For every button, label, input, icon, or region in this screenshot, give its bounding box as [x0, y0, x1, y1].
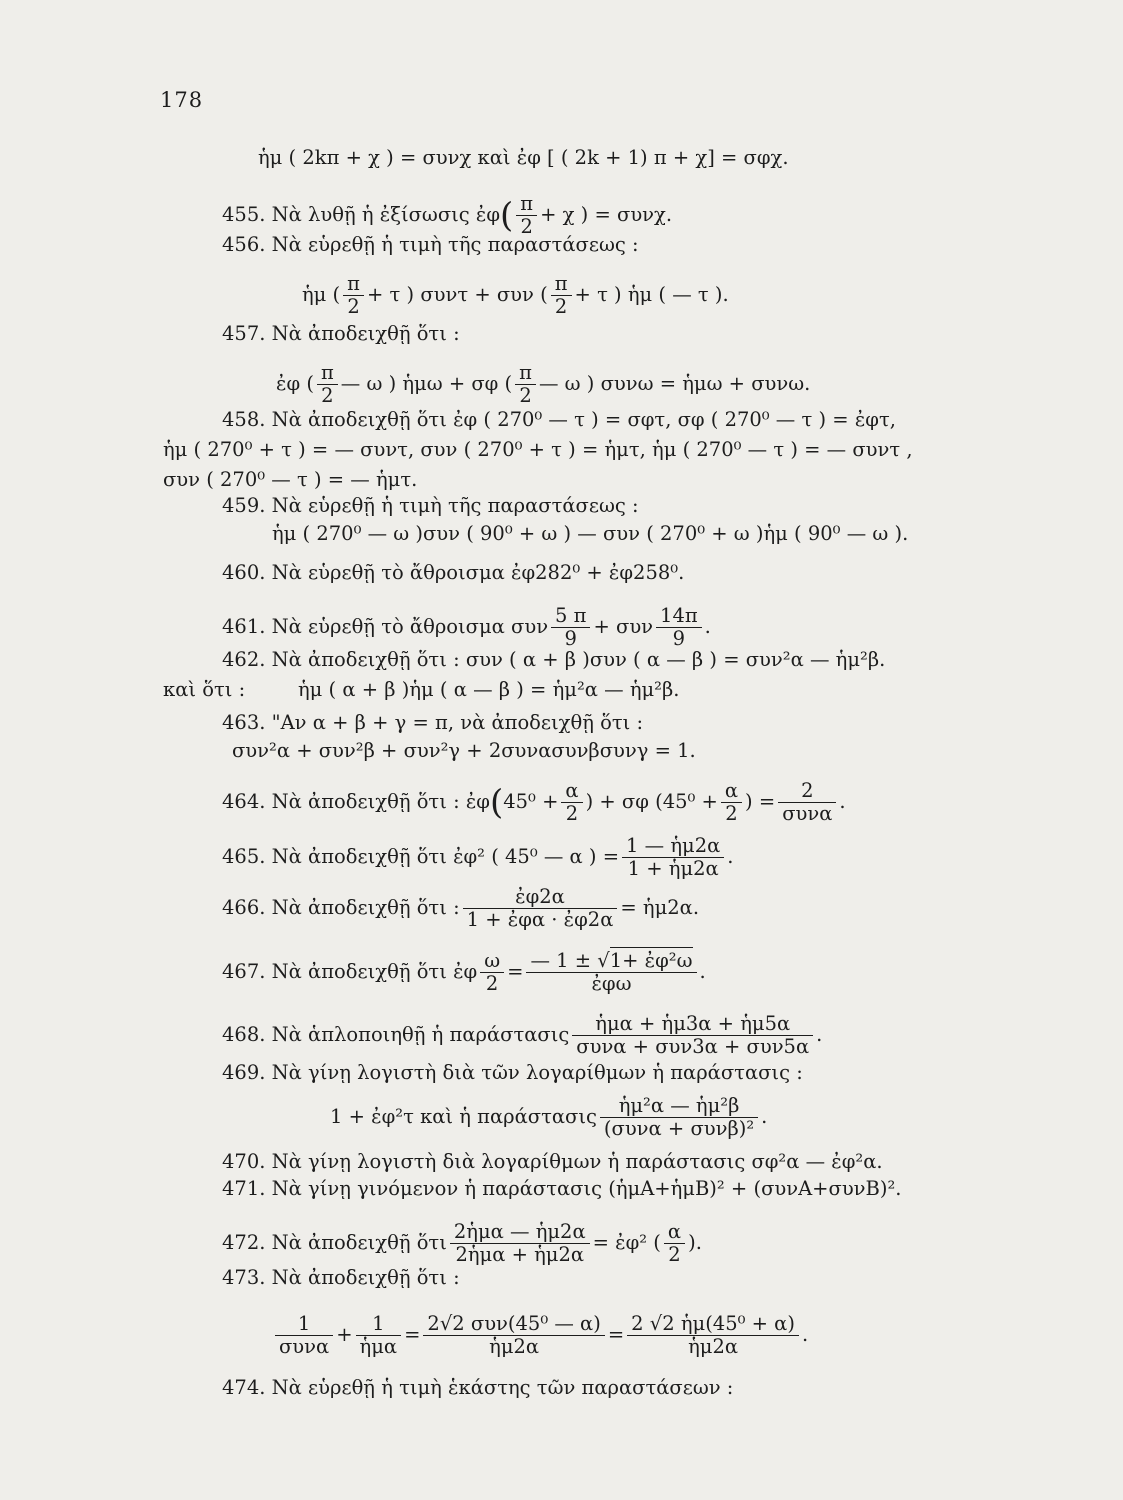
equation-469 [330, 1095, 767, 1140]
exercise-464: 464. Νὰ ἀποδειχθῇ ὅτι : ἐφ(45⁰ + $\frac{\alpha}{2}$ ) + σφ (45⁰ + $\frac{\alpha}{2}$ ) = $\frac{2}{\text{συνα}}$ . [222, 779, 846, 825]
denominator: 2 [668, 1243, 681, 1266]
text-line: καὶ ὅτι : [163, 678, 246, 701]
denominator: 2 [519, 384, 532, 407]
denominator: ἡμ2α [688, 1335, 739, 1358]
radicand: 1+ ἐφ²ω [609, 949, 693, 972]
math-part: . [839, 790, 846, 813]
exercise-468 [222, 1013, 822, 1058]
exercise-text: 467. Νὰ ἀποδειχθῇ ὅτι ἐφ [222, 960, 478, 983]
sqrt-sign: √ [597, 949, 610, 972]
denominator: 2 [565, 802, 579, 825]
denominator: (συνα + συνβ)² [603, 1117, 755, 1140]
exercise-467 [222, 950, 706, 995]
fraction [627, 1313, 799, 1358]
math-part: ) + σφ (45⁰ + [585, 790, 718, 813]
fraction [317, 362, 338, 407]
exercise-text: 466. Νὰ ἀποδειχθῇ ὅτι : [222, 896, 460, 919]
denominator: συνα [279, 1335, 330, 1358]
text-line: ἡμ ( 270⁰ + τ ) = — συντ, συν ( 270⁰ + τ ) = ἡμτ, ἡμ ( 270⁰ — τ ) = — συντ , [163, 438, 913, 461]
math-part: ἐφ ( [276, 372, 314, 395]
fraction [664, 1221, 685, 1266]
fraction [551, 273, 572, 318]
denominator: 2 [725, 802, 738, 825]
math-part: . [816, 1023, 823, 1046]
denominator: 1 + ἐφα · ἐφ2α [466, 908, 614, 931]
exercise-text: 468. Νὰ ἁπλοποιηθῇ ἡ παράστασις [222, 1023, 570, 1046]
sqrt-sign: √ [649, 1312, 663, 1335]
text-line: ἡμ ( 2kπ + χ ) = συνχ καὶ ἐφ [ ( 2k + 1) π + χ] = σφχ. [258, 146, 789, 169]
exercise-466 [222, 886, 699, 931]
numerator: ω [480, 950, 504, 973]
math-part: — 1 ± [530, 949, 592, 972]
denominator: 2 [321, 384, 334, 407]
fraction [721, 780, 742, 825]
exercise-text: 465. Νὰ ἀποδειχθῇ ὅτι ἐφ² ( 45⁰ — α ) = [222, 845, 620, 868]
fraction [572, 1013, 813, 1058]
math-part: 2 [631, 1312, 644, 1335]
fraction [450, 1221, 590, 1266]
math-part: = ἡμ2α. [620, 896, 700, 919]
math-part: = ἐφ² ( [592, 1231, 661, 1254]
fraction [516, 193, 537, 238]
math-part: = [507, 960, 524, 983]
math-part: 2 ἡμ(45⁰ + α) [662, 1312, 795, 1335]
math-part: ἡμ ( [302, 283, 341, 306]
fraction [343, 273, 364, 318]
page-number: 178 [160, 88, 204, 112]
numerator [423, 1313, 604, 1336]
math-part: . [704, 615, 711, 638]
exercise-465 [222, 835, 733, 880]
math-part: + τ ) συντ + συν ( [367, 283, 548, 306]
numerator [627, 1313, 799, 1336]
denominator: 2 [520, 215, 533, 238]
denominator: συνα [782, 802, 833, 825]
exercise-463: 463. "Αν α + β + γ = π, νὰ ἀποδειχθῇ ὅτι : [222, 711, 644, 734]
denominator: ἡμ2α [489, 1335, 540, 1358]
fraction [423, 1313, 604, 1358]
numerator: 5 π [551, 605, 590, 628]
fraction [515, 362, 536, 407]
math-part: ). [688, 1231, 702, 1254]
fraction [480, 950, 504, 995]
math-part: = [404, 1323, 421, 1346]
exercise-461 [222, 605, 711, 650]
exercise-458: 458. Νὰ ἀποδειχθῇ ὅτι ἐφ ( 270⁰ — τ ) = σφτ, σφ ( 270⁰ — τ ) = ἐφτ, [222, 408, 896, 431]
denominator: 2 [347, 295, 360, 318]
denominator: 2 [554, 295, 568, 318]
exercise-text: 461. Νὰ εὑρεθῇ τὸ ἄθροισμα συν [222, 615, 549, 638]
exercise-471: 471. Νὰ γίνῃ γινόμενον ἡ παράστασις (ἡμΑ+ἡμΒ)² + (συνΑ+συνΒ)². [222, 1177, 902, 1200]
numerator: α [561, 780, 582, 803]
fraction [526, 950, 696, 995]
numerator: ἐφ2α [463, 886, 618, 909]
exercise-text: 455. Νὰ λυθῇ ἡ ἐξίσωσις ἐφ [222, 203, 501, 226]
denominator: 1 + ἡμ2α [627, 857, 719, 880]
numerator: π [343, 273, 364, 296]
math-part: — ω ) ἡμω + σφ ( [340, 372, 513, 395]
denominator: 9 [564, 627, 577, 650]
exercise-473: 473. Νὰ ἀποδειχθῇ ὅτι : [222, 1266, 460, 1289]
fraction [561, 780, 582, 825]
math-part: ) = [745, 790, 776, 813]
exercise-text: 472. Νὰ ἀποδειχθῇ ὅτι [222, 1231, 447, 1254]
fraction [275, 1313, 333, 1358]
math-part: . [801, 1323, 809, 1346]
exercise-459: 459. Νὰ εὑρεθῇ ἡ τιμὴ τῆς παραστάσεως : [222, 494, 639, 517]
numerator: ἡμ²α — ἡμ²β [600, 1095, 758, 1118]
fraction [622, 835, 724, 880]
equation-459: ἡμ ( 270⁰ — ω )συν ( 90⁰ + ω ) — συν ( 270⁰ + ω )ἡμ ( 90⁰ — ω ). [272, 522, 909, 545]
numerator: 1 — ἡμ2α [622, 835, 724, 858]
exercise-462: 462. Νὰ ἀποδειχθῇ ὅτι : συν ( α + β )συν ( α — β ) = συν²α — ἡμ²β. [222, 648, 886, 671]
math-part: 2 συν(45⁰ — α) [452, 1312, 601, 1335]
numerator: 14π [656, 605, 702, 628]
math-part: + τ ) ἡμ ( — τ ). [574, 283, 729, 306]
denominator: 2 [485, 972, 499, 995]
numerator: 2 [778, 780, 836, 803]
numerator: π [515, 362, 536, 385]
exercise-text: 464. Νὰ ἀποδειχθῇ ὅτι : ἐφ [222, 790, 490, 813]
numerator: 1 [356, 1313, 402, 1336]
fraction [656, 605, 702, 650]
sqrt-sign: √ [439, 1312, 453, 1335]
denominator: συνα + συν3α + συν5α [576, 1035, 810, 1058]
equation-473 [272, 1313, 808, 1358]
math-part: . [761, 1105, 768, 1128]
equation-456 [302, 273, 729, 318]
math-part: 45⁰ + [503, 790, 559, 813]
exercise-455: 455. Νὰ λυθῇ ἡ ἐξίσωσις ἐφ( $\frac{\pi}{2}$ + χ ) = συνχ. [222, 192, 673, 238]
exercise-456: 456. Νὰ εὑρεθῇ ἡ τιμὴ τῆς παραστάσεως : [222, 233, 639, 256]
text-line: συν ( 270⁰ — τ ) = — ἡμτ. [163, 468, 418, 491]
exercise-474: 474. Νὰ εὑρεθῇ ἡ τιμὴ ἑκάστης τῶν παραστάσεων : [222, 1376, 734, 1399]
denominator: 9 [672, 627, 686, 650]
fraction [463, 886, 618, 931]
numerator: ἡμα + ἡμ3α + ἡμ5α [572, 1013, 813, 1036]
numerator: 2ἡμα — ἡμ2α [450, 1221, 590, 1244]
denominator: ἡμα [359, 1335, 398, 1358]
numerator: π [551, 273, 572, 296]
math-part: + συν [593, 615, 654, 638]
math-part: — ω ) συνω = ἡμω + συνω. [538, 372, 811, 395]
denominator: 2ἡμα + ἡμ2α [455, 1243, 585, 1266]
numerator: π [516, 193, 537, 216]
exercise-460: 460. Νὰ εὑρεθῇ τὸ ἄθροισμα ἐφ282⁰ + ἐφ258⁰. [222, 561, 685, 584]
exercise-472 [222, 1221, 702, 1266]
numerator: π [317, 362, 338, 385]
equation-457 [276, 362, 810, 407]
equation-rhs: + χ ) = συνχ. [540, 203, 673, 226]
equation-463: συν²α + συν²β + συν²γ + 2συνασυνβσυνγ = 1. [232, 739, 696, 762]
numerator: α [664, 1221, 685, 1244]
fraction [551, 605, 590, 650]
fraction [778, 780, 836, 825]
numerator: 1 [275, 1313, 333, 1336]
denominator: ἐφω [591, 972, 632, 995]
exercise-469: 469. Νὰ γίνῃ λογιστὴ διὰ τῶν λογαρίθμων ἡ παράστασις : [222, 1061, 803, 1084]
exercise-457: 457. Νὰ ἀποδειχθῇ ὅτι : [222, 322, 460, 345]
math-part: . [727, 845, 734, 868]
fraction [600, 1095, 758, 1140]
math-part: 1 + ἐφ²τ καὶ ἡ παράστασις [330, 1105, 597, 1128]
math-part: 2 [427, 1312, 440, 1335]
math-part: . [699, 960, 706, 983]
numerator [526, 950, 696, 973]
numerator: α [721, 780, 742, 803]
fraction [356, 1313, 402, 1358]
math-part: = [607, 1323, 625, 1346]
equation-462b: ἡμ ( α + β )ἡμ ( α — β ) = ἡμ²α — ἡμ²β. [298, 678, 680, 701]
math-part: + [336, 1323, 353, 1346]
exercise-470: 470. Νὰ γίνῃ λογιστὴ διὰ λογαρίθμων ἡ παράστασις σφ²α — ἐφ²α. [222, 1150, 883, 1173]
